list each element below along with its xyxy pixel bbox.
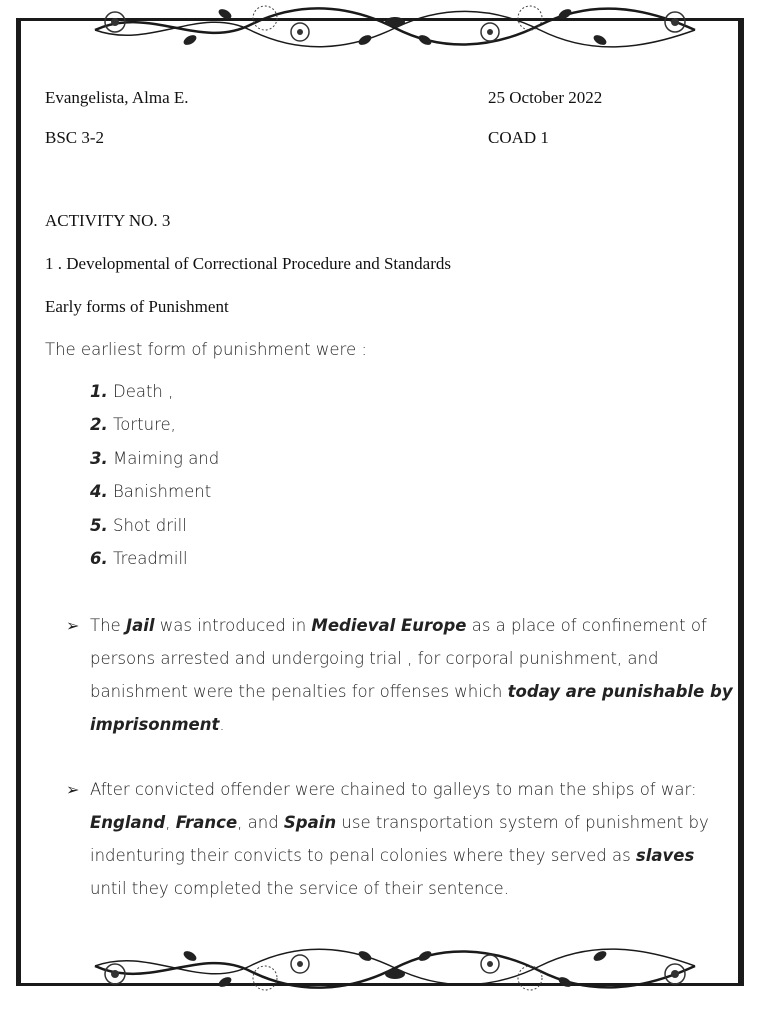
list-item: 4. Banishment <box>90 482 212 502</box>
bullet-paragraph-transportation <box>66 773 736 905</box>
student-name: Evangelista, Alma E. <box>45 88 189 107</box>
topic-heading: 1 . Developmental of Correctional Procedure and Standards <box>45 254 451 273</box>
arrow-bullet-icon: ➢ <box>66 616 80 635</box>
paragraph-text: After convicted offender were chained to galleys to man the ships of war: England, France, and Spain use transportation system of punishment by indenturing their convicts to penal colonies where they served as slaves until they completed the service of their sentence. <box>90 780 709 898</box>
bottom-floral-ornament <box>90 940 700 996</box>
arrow-bullet-icon: ➢ <box>66 780 80 799</box>
submission-date: 25 October 2022 <box>488 88 603 107</box>
course-code: COAD 1 <box>488 128 549 147</box>
paragraph-text: The Jail was introduced in Medieval Europe as a place of confinement of persons arrested and undergoing trial , for corporal punishment, and banishment were the penalties for offenses which today are punishable by imprisonment. <box>90 616 733 734</box>
bullet-paragraph-jail <box>66 609 736 741</box>
student-section: BSC 3-2 <box>45 128 105 147</box>
list-item: 6. Treadmill <box>90 548 188 568</box>
list-item: 2. Torture, <box>90 415 176 435</box>
list-item: 1. Death , <box>90 382 174 401</box>
list-item: 3. Maiming and <box>90 448 220 468</box>
section-subheading: Early forms of Punishment <box>45 297 229 316</box>
top-floral-ornament <box>90 0 700 56</box>
list-item: 5. Shot drill <box>90 515 187 535</box>
intro-text: The earliest form of punishment were : <box>45 340 367 359</box>
punishment-list <box>90 382 219 582</box>
activity-title: ACTIVITY NO. 3 <box>45 211 171 230</box>
